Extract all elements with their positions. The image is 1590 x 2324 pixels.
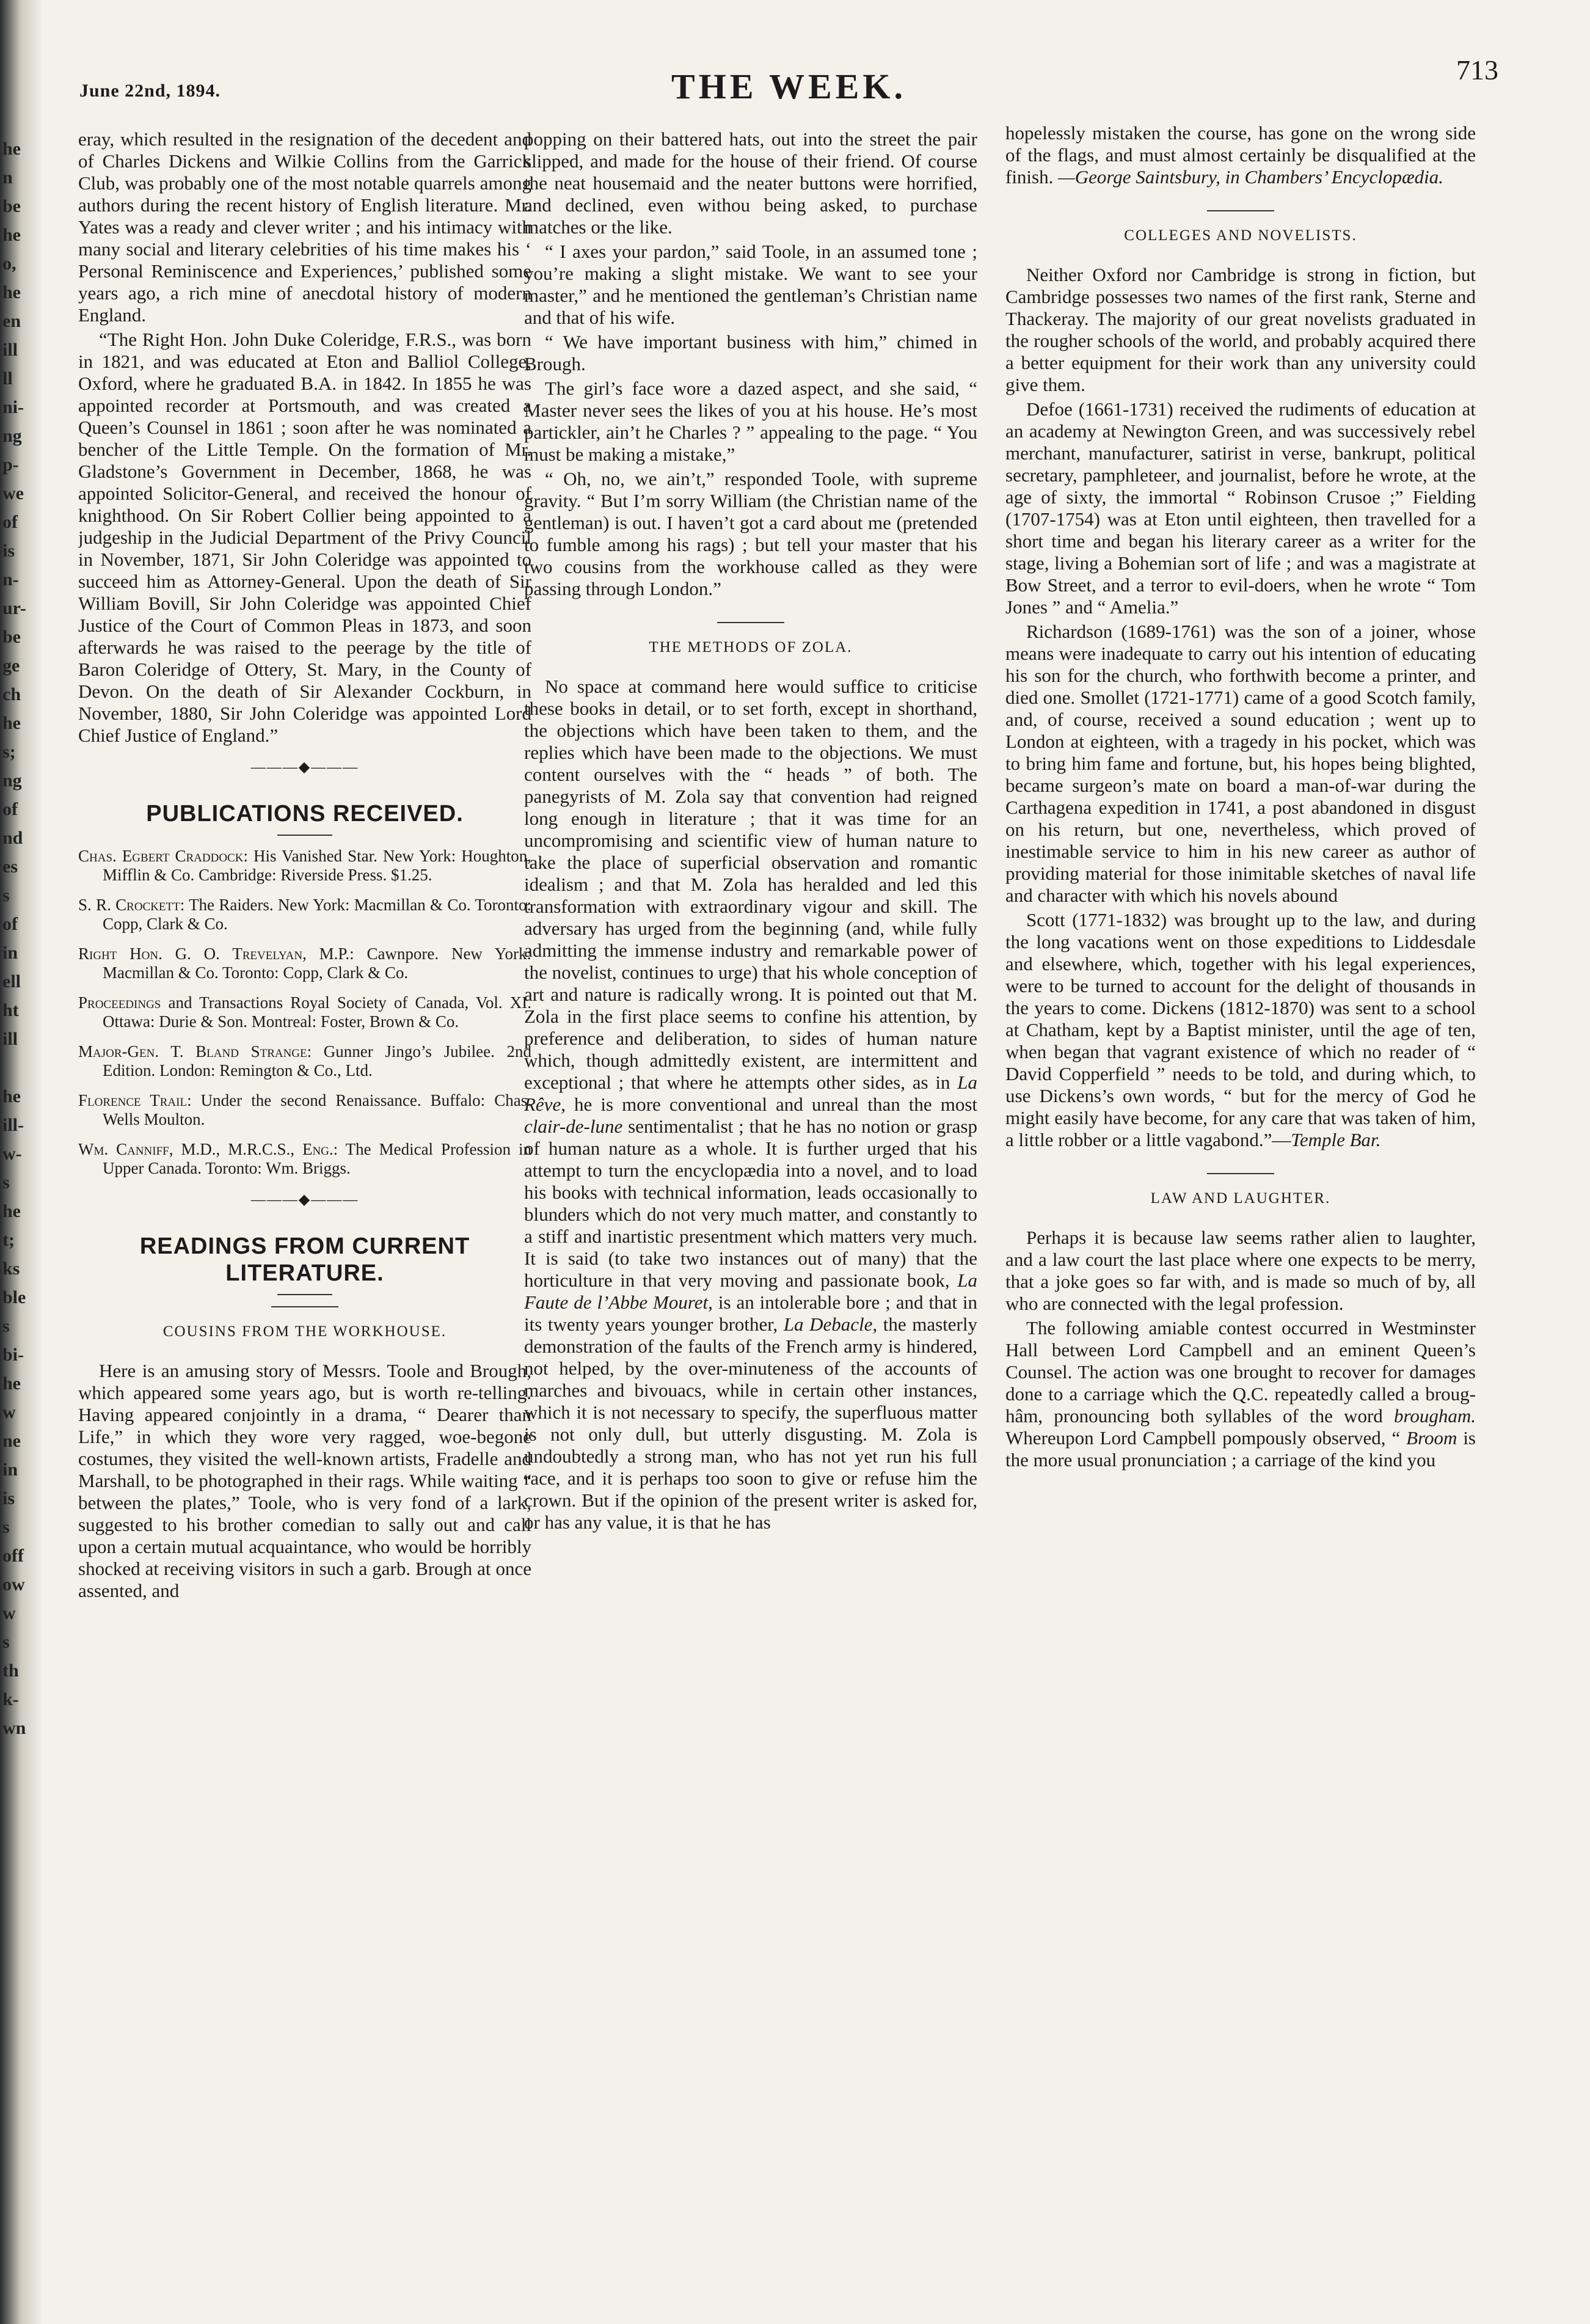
edge-fragment: n (2, 167, 13, 188)
edge-fragment: nd (2, 828, 23, 848)
edge-fragment: ng (2, 426, 22, 446)
edge-fragment: s (2, 1632, 10, 1652)
paragraph-richardson-smollet: Richardson (1689-1761) was the son of a joiner, whose means were inadequate to carry out his intention of educating his son for the church, who forthwith become a printer, and died one. Smollet (1721-1771) came of a good Scotch family, and, of course, received a sound education ; went up to London at eighteen, with a tragedy in his pocket, which was to bring him fame and fortune, but, his hopes being blighted, became surgeon’s mate on board a man-of-war during the Carthagena expedition in 1741, a post abandoned in disgust on his return, but one, nevertheless, which proved of inestimable service to him in his new career as author of providing material for those inimitable sketches of naval life and character with which his novels abound (1005, 621, 1476, 906)
paragraph-oh-no: “ Oh, no, we ain’t,” responded Toole, with supreme gravity. “ But I’m sorry William (the Christian name of the gentleman) is out. I haven’t got a card about me (pretended to fumble among his rags) ; but tell your master that his two cousins from the workhouse called as they were passing through London.” (524, 468, 977, 599)
colleges-heading: COLLEGES AND NOVELISTS. (1005, 210, 1476, 247)
paragraph-important-business: “ We have important business with him,” chimed in Brough. (524, 331, 977, 375)
edge-fragment (2, 1053, 37, 1082)
ornament-divider: ———◆——— (250, 1192, 359, 1208)
paragraph-campbell: The following amiable contest occurred in Westminster Hall between Lord Campbell and an eminent Queen’s Counsel. The action was one brought to recover for damages done to a carriage which the Q.C. repeatedly called a broug-hâm, pronouncing both syllables of the word brougham. Whereupon Lord Campbell pompously observed, “ Broom is the more usual pronunciation ; a carriage of the kind you (1005, 1317, 1476, 1471)
paragraph-dazed-aspect: The girl’s face wore a dazed aspect, and she said, “ Master never sees the likes of you at his house. He’s most partickler, ain’t he Charles ? ” appealing to the page. “ You must be making a mistake,” (524, 378, 977, 465)
edge-fragment: w (2, 1603, 16, 1623)
paragraph-zola-cont: hopelessly mistaken the course, has gone on the wrong side of the flags, and must almost certainly be disqualified at the finish. —George Saintsbury, in Chambers’ Encyclopædia. (1005, 122, 1476, 188)
publication-details: : Under the second Renaissance. Buffalo: Chas. Wells Moulton. (103, 1091, 531, 1128)
publication-details: : The Raiders. New York: Macmillan & Co. Toronto: Copp, Clark & Co. (103, 896, 531, 933)
publications-list (78, 847, 531, 1178)
edge-fragment: bi- (2, 1345, 24, 1365)
rule (277, 835, 332, 836)
edge-fragment: ng (2, 770, 22, 791)
edge-fragment: ch (2, 684, 21, 704)
edge-fragment: ne (2, 1431, 21, 1451)
edge-fragment: ill (2, 340, 18, 360)
publication-entry (78, 993, 531, 1031)
ornament-divider: ———◆——— (250, 759, 359, 775)
law-heading: LAW AND LAUGHTER. (1005, 1173, 1476, 1210)
publication-entry (78, 1091, 531, 1129)
publication-author: Florence Trail (78, 1091, 188, 1109)
page-header (79, 54, 1498, 115)
edge-fragment: ks (2, 1259, 20, 1279)
publication-details: : The Medical Profession in Upper Canada. Toronto: Wm. Briggs. (103, 1140, 531, 1177)
page-number: 713 (1456, 54, 1498, 86)
edge-fragment: ni- (2, 397, 24, 417)
issue-date: June 22nd, 1894. (79, 81, 221, 101)
publication-author: Proceedings (78, 993, 161, 1012)
title-la-reve: La Rêve, (524, 1072, 977, 1115)
edge-fragment: he (2, 139, 21, 159)
citation-temple-bar: Temple Bar. (1291, 1129, 1381, 1150)
paragraph-toole-brough: Here is an amusing story of Messrs. Toole and Brough, which appeared some years ago, but is worth re-telling. Having appeared conjointly in a drama, “ Dearer than Life,” in which they wore very ragged, woe-begone costumes, they visited the well-known artists, Fradelle and Marshall, to be photographed in their rags. While waiting “ between the plates,” Toole, who is very fond of a lark, suggested to his brother comedian to sally out and call upon a certain mutual acquaintance, who would be horribly shocked at receiving visitors in such a garb. Brough at once assented, and (78, 1360, 531, 1601)
masthead-title: THE WEEK. (671, 67, 906, 106)
edge-fragment: s (2, 885, 10, 905)
title-la-faute: La Faute de l’Abbe Mouret, (524, 1270, 977, 1313)
paragraph-cousins-cont: popping on their battered hats, out into the street the pair slipped, and made for the house of their friend. Of course the neat housemaid and the neater buttons were horrified, and declined, even withou being asked, to purchase matches or the like. (524, 128, 977, 238)
adjacent-page-fragments (2, 134, 37, 1742)
column-2 (524, 128, 977, 2300)
phrase-clair-de-lune: clair-de-lune (524, 1116, 623, 1137)
publication-entry (78, 1140, 531, 1178)
edge-fragment: w (2, 1402, 16, 1422)
edge-fragment: en (2, 311, 21, 331)
edge-fragment: in (2, 943, 18, 963)
edge-fragment: w- (2, 1144, 22, 1164)
edge-fragment: n- (2, 569, 19, 590)
edge-fragment: of (2, 512, 18, 532)
edge-fragment: is (2, 541, 15, 561)
paragraph-yates: eray, which resulted in the resignation of the decedent and of Charles Dickens and Wilkie Collins from the Garrick Club, was probably one of the most notable quarrels among authors during the recent history of English literature. Mr. Yates was a ready and clever writer ; and his intimacy with many social and literary celebrities of his time makes his ‘ Personal Reminiscence and Experiences,’ published some years ago, a rich mine of anecdotal history of modern England. (78, 128, 531, 326)
edge-fragment: k- (2, 1689, 19, 1709)
publication-details: : Cawnpore. New York: Macmillan & Co. Toronto: Copp, Clark & Co. (103, 945, 531, 982)
paragraph-zola: No space at command here would suffice to criticise these books in detail, or to set forth, except in shorthand, the objections which have been taken to them, and the replies which have been made to the objections. We must content ourselves with the “ heads ” of both. The panegyrists of M. Zola say that convention had reigned long enough in literature ; that it was time for an uncompromising and scientific view of human nature to take the place of superficial observation and romantic idealism ; and that M. Zola has heralded and led this transformation with extraordinary vigour and skill. The adversary has urged from the beginning (and, while fully admitting the immense industry and remarkable power of the novelist, continues to urge) that his whole conception of art and nature is radically wrong. It is pointed out that M. Zola in the first place seems to confine his attention, by preference and deliberation, to sides of human nature which, though admittedly existent, are intermittent and exceptional ; that where he attempts other sides, as in La Rêve, he is more conventional and unreal than the most clair-de-lune sentimentalist ; that he has no notion or grasp of human nature as a whole. It is further urged that his attempt to turn the encyclopædia into a novel, and to load his books with technical information, leads occasionally to blunders which do not very much matter, and constantly to a stiff and inartistic presentment which matters very much. It is said (to take two instances out of many) that the horticulture in that very moving and passionate book, La Faute de l’Abbe Mouret, is an intolerable bore ; and that in its twenty years younger brother, La Debacle, the masterly demonstration of the faults of the French army is hindered, not helped, by the over-minuteness of the accounts of marches and bivouacs, while in certain other instances, which it is not necessary to specify, the superfluous matter is not only dull, but utterly disgusting. M. Zola is undoubtedly a strong man, who has not yet run his full race, and it is perhaps too soon to give or refuse him the crown. But if the opinion of the present writer is asked for, or has any value, it is that he has (524, 676, 977, 1533)
paragraph-scott-dickens: Scott (1771-1832) was brought up to the law, and during the long vacations went on those expeditions to Liddesdale and elsewhere, which, together with his legal experiences, were to be turned to account for the delight of thousands in the years to come. Dickens (1812-1870) was sent to a school at Chatham, kept by a Baptist minister, until the age of ten, when began that vagrant existence of which no reader of “ David Copperfield ” needs to be told, and during which, to use Dickens’s own words, “ but for the mercy of God he might easily have become, for any care that was taken of him, a little robber or a little vagabond.”—Temple Bar. (1005, 909, 1476, 1150)
edge-fragment: he (2, 713, 21, 733)
publication-details: : His Vanished Star. New York: Houghton, Mifflin & Co. Cambridge: Riverside Press. $1.25. (103, 847, 531, 884)
publication-author: Right Hon. G. O. Trevelyan, M.P. (78, 945, 350, 963)
publication-author: Major-Gen. T. Bland Strange (78, 1042, 307, 1061)
edge-fragment: in (2, 1460, 18, 1480)
edge-fragment: ht (2, 1000, 19, 1020)
word-broom: Broom (1406, 1427, 1457, 1449)
paragraph-oxford-cambridge: Neither Oxford nor Cambridge is strong in fiction, but Cambridge possesses two names of the first rank, Sterne and Thackeray. The majority of our great novelists graduated in the rougher schools of the world, and probably acquired there a better equipment for their work than any university could give them. (1005, 264, 1476, 395)
word-brougham: brougham. (1393, 1405, 1476, 1427)
edge-fragment: ge (2, 656, 20, 676)
edge-fragment: ill (2, 1029, 18, 1049)
edge-fragment: he (2, 1086, 21, 1106)
publication-entry (78, 1042, 531, 1080)
publication-author: S. R. Crockett (78, 896, 180, 914)
publications-received-heading: PUBLICATIONS RECEIVED. (146, 801, 464, 827)
zola-heading: THE METHODS OF ZOLA. (524, 622, 977, 659)
edge-fragment: of (2, 914, 18, 934)
edge-fragment: he (2, 1373, 21, 1394)
edge-fragment: ur- (2, 598, 26, 618)
citation-saintsbury: —George Saintsbury, in Chambers’ Encyclopædia. (1058, 166, 1443, 188)
edge-fragment: be (2, 627, 21, 647)
edge-fragment: he (2, 225, 21, 245)
edge-fragment: ll (2, 368, 13, 389)
edge-fragment: ill- (2, 1115, 24, 1135)
edge-fragment: of (2, 799, 18, 819)
edge-fragment: th (2, 1661, 19, 1681)
edge-fragment: be (2, 196, 21, 216)
edge-fragment: off (2, 1546, 24, 1566)
edge-fragment: wn (2, 1718, 26, 1738)
publication-details: and Transactions Royal Society of Canada, Vol. XI. Ottawa: Durie & Son. Montreal: Foster, Brown & Co. (103, 993, 531, 1031)
paragraph-defoe-fielding: Defoe (1661-1731) received the rudiments of education at an academy at Newington Green, and was successively rebel merchant, manufacturer, satirist in verse, bankrupt, political secretary, pamphleteer, and journalist, before he wrote, at the age of sixty, the immortal “ Robinson Crusoe ;” Fielding (1707-1754) was at Eton until eighteen, then travelled for a short time and began his literary career as a writer for the stage, living a Bohemian sort of life ; and was a magistrate at Bow Street, and a terror to evil-doers, when he wrote “ Tom Jones ” and “ Amelia.” (1005, 398, 1476, 618)
edge-fragment: he (2, 1201, 21, 1221)
edge-fragment: es (2, 857, 18, 877)
edge-fragment: s (2, 1517, 10, 1537)
edge-fragment: is (2, 1488, 15, 1508)
rule (277, 1294, 332, 1295)
title-la-debacle: La Debacle, (783, 1314, 878, 1335)
edge-fragment: ow (2, 1574, 25, 1595)
publication-details: : Gunner Jingo’s Jubilee. 2nd Edition. London: Remington & Co., Ltd. (103, 1042, 531, 1080)
publication-entry (78, 945, 531, 982)
paragraph-axes-pardon: “ I axes your pardon,” said Toole, in an assumed tone ; you’re making a slight mistake. We want to see your master,” and he mentioned the gentleman’s Christian name and that of his wife. (524, 241, 977, 328)
publication-entry (78, 896, 531, 934)
edge-fragment: s; (2, 742, 16, 762)
edge-fragment: o, (2, 254, 16, 274)
edge-fragment: ble (2, 1287, 26, 1307)
edge-fragment: he (2, 282, 21, 302)
publication-entry (78, 847, 531, 885)
edge-fragment: p- (2, 455, 19, 475)
cousins-heading: COUSINS FROM THE WORKHOUSE. (78, 1306, 531, 1343)
paragraph-law-laughter: Perhaps it is because law seems rather alien to laughter, and a law court the last place where one expects to be merry, that a joke goes so far with, and is made so much of by, all who are connected with the legal profession. (1005, 1227, 1476, 1314)
publication-author: Chas. Egbert Craddock (78, 847, 244, 865)
paragraph-coleridge: “The Right Hon. John Duke Coleridge, F.R.S., was born in 1821, and was educated at Eton and Balliol College, Oxford, where he graduated B.A. in 1842. In 1855 he was appointed recorder at Portsmouth, and was created a Queen’s Counsel in 1861 ; soon after he was nominated a bencher of the Little Temple. On the formation of Mr. Gladstone’s Government in December, 1868, he was appointed Solicitor-General, and received the honour of knighthood. On Sir Robert Collier being appointed to a judgeship in the Judicial Department of the Privy Council in November, 1871, Sir John Coleridge was appointed to succeed him as Attorney-General. Upon the death of Sir William Bovill, Sir John Coleridge was appointed Chief Justice of the Court of Common Pleas in 1873, and soon afterwards he was raised to the peerage by the title of Baron Coleridge of Ottery, St. Mary, in the County of Devon. On the death of Sir Alexander Cockburn, in November, 1880, Sir John Coleridge was appointed Lord Chief Justice of England.” (78, 329, 531, 746)
readings-heading: READINGS FROM CURRENT LITERATURE. (139, 1233, 470, 1286)
edge-fragment: s (2, 1316, 10, 1336)
edge-fragment: we (2, 483, 24, 503)
edge-fragment: t; (2, 1230, 15, 1250)
edge-fragment: ell (2, 971, 21, 992)
column-3 (1005, 122, 1476, 2294)
column-1 (78, 128, 531, 2300)
edge-fragment: s (2, 1172, 10, 1193)
publication-author: Wm. Canniff, M.D., M.R.C.S., Eng. (78, 1140, 334, 1158)
